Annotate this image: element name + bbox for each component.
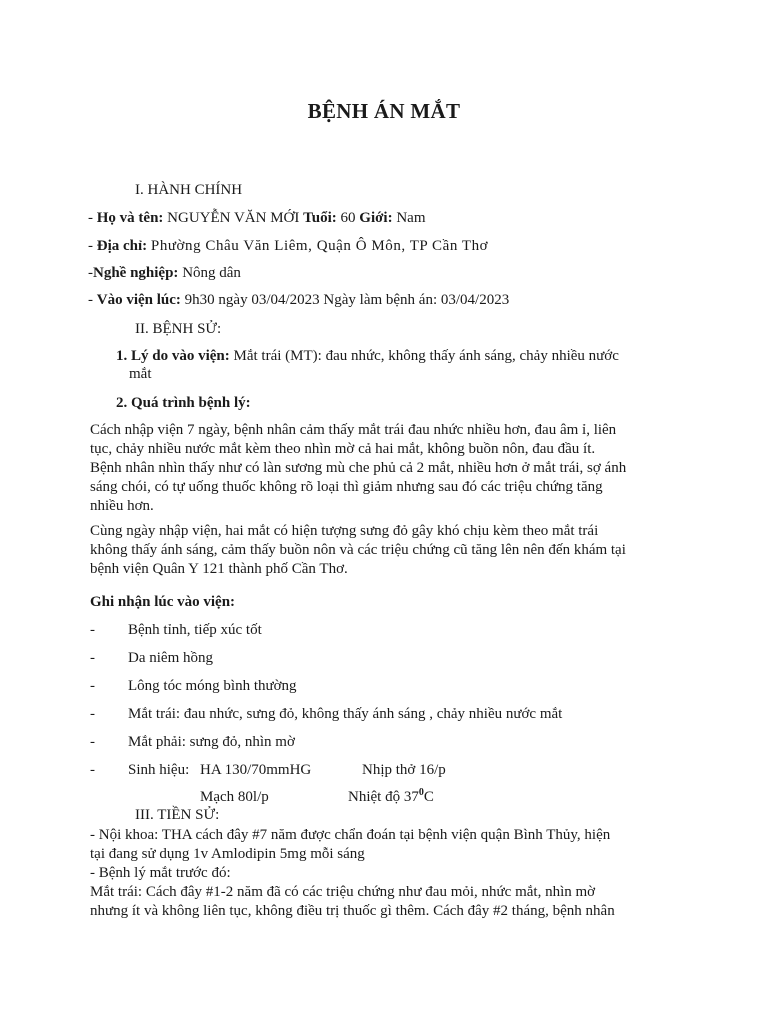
gender-value: Nam xyxy=(396,210,426,226)
text-line: nhưng ít và không liên tục, không điều trị thuốc gì thêm. Cách đây #2 tháng, bệnh nhân xyxy=(90,903,615,919)
patient-name-line xyxy=(88,209,426,228)
reason-label: Lý do vào viện: xyxy=(131,348,230,364)
vitals-temperature xyxy=(348,788,434,807)
age-value: 60 xyxy=(340,210,356,226)
text-line: nhiều hơn. xyxy=(90,498,154,514)
dash: - xyxy=(88,210,97,226)
list-dash: - xyxy=(90,734,95,750)
list-item: Da niêm hồng xyxy=(128,650,213,666)
list-dash: - xyxy=(90,650,95,666)
text-line: bệnh viện Quân Y 121 thành phố Cần Thơ. xyxy=(90,561,348,577)
reason-value: Mắt trái (MT): đau nhức, không thấy ánh sáng, chảy nhiều nước xyxy=(233,348,619,364)
admission-time-line xyxy=(88,291,509,310)
text-line: Bệnh nhân nhìn thấy như có làn sương mù che phủ cả 2 mắt, nhiều hơn ở mắt trái, sợ ánh xyxy=(90,460,627,476)
list-dash: - xyxy=(90,678,95,694)
admission-time-value: 9h30 ngày 03/04/2023 Ngày làm bệnh án: 03/04/2023 xyxy=(184,292,510,308)
admission-time-label: Vào viện lúc: xyxy=(96,292,181,308)
age-label: Tuổi: xyxy=(303,210,337,226)
temperature-superscript: 0 xyxy=(418,787,424,798)
list-item: Lông tóc móng bình thường xyxy=(128,678,297,694)
history-paragraph-1 xyxy=(90,421,626,516)
text-line: không thấy ánh sáng, cảm thấy buồn nôn và các triệu chứng cũ tăng lên nên đến khám tại xyxy=(90,542,626,558)
section-3-heading: III. TIỀN SỬ: xyxy=(135,807,220,823)
vitals-pulse: Mạch 80l/p xyxy=(200,789,269,805)
name-label: Họ và tên: xyxy=(96,210,164,226)
occupation-label: Nghề nghiệp: xyxy=(93,265,179,281)
text-line: tại đang sử dụng 1v Amlodipin 5mg mỗi sáng xyxy=(90,846,365,862)
history-paragraph-2 xyxy=(90,522,626,579)
process-heading: 2. Quá trình bệnh lý: xyxy=(116,395,251,411)
temperature-value: Nhiệt độ 37 xyxy=(348,789,419,805)
admission-notes-heading: Ghi nhận lúc vào viện: xyxy=(90,594,236,610)
list-item: Mắt trái: đau nhức, sưng đỏ, không thấy ánh sáng , chảy nhiều nước mắt xyxy=(128,706,563,722)
occupation-value: Nông dân xyxy=(182,265,241,281)
text-line: - Nội khoa: THA cách đây #7 năm được chẩn đoán tại bệnh viện quận Bình Thủy, hiện xyxy=(90,827,611,843)
dash: - xyxy=(88,238,97,254)
list-item: Bệnh tỉnh, tiếp xúc tốt xyxy=(128,622,262,638)
text-line: Mắt trái: Cách đây #1-2 năm đã có các triệu chứng như đau mỏi, nhức mắt, nhìn mờ xyxy=(90,884,596,900)
eye-history-heading: - Bệnh lý mắt trước đó: xyxy=(90,865,231,881)
text-line: Cách nhập viện 7 ngày, bệnh nhân cảm thấy mắt trái đau nhức nhiều hơn, đau âm ỉ, liên xyxy=(90,422,617,438)
vitals-blood-pressure: HA 130/70mmHG xyxy=(200,762,312,778)
document-title: BỆNH ÁN MẮT xyxy=(307,99,461,123)
temperature-unit: C xyxy=(423,789,434,805)
internal-history xyxy=(90,826,615,921)
reason-line-2: mắt xyxy=(129,366,152,382)
dash: - xyxy=(88,292,97,308)
list-dash: - xyxy=(90,706,95,722)
occupation-line xyxy=(88,264,241,283)
reason-line-1 xyxy=(116,347,619,366)
address-value: Phường Châu Văn Liêm, Quận Ô Môn, TP Cần Thơ xyxy=(150,238,489,254)
address-label: Địa chỉ: xyxy=(96,238,148,254)
section-2-heading: II. BỆNH SỬ: xyxy=(135,321,222,337)
reason-number: 1. xyxy=(116,348,128,364)
text-line: tục, chảy nhiều nước mắt kèm theo nhìn mờ cả hai mắt, không buồn nôn, đau đầu ít. xyxy=(90,441,596,457)
dash: - xyxy=(88,265,93,281)
address-line xyxy=(88,237,488,256)
name-value: NGUYỄN VĂN MỚI xyxy=(167,210,300,226)
section-1-heading: I. HÀNH CHÍNH xyxy=(135,182,243,198)
text-line: sáng chói, có tự uống thuốc không rõ loại thì giảm nhưng sau đó các triệu chứng tăng xyxy=(90,479,603,495)
vitals-label: Sinh hiệu: xyxy=(128,762,190,778)
vitals-respiration: Nhịp thở 16/p xyxy=(362,762,446,778)
list-dash: - xyxy=(90,622,95,638)
list-item: Mắt phải: sưng đỏ, nhìn mờ xyxy=(128,734,295,750)
gender-label: Giới: xyxy=(359,210,393,226)
text-line: Cùng ngày nhập viện, hai mắt có hiện tượng sưng đỏ gây khó chịu kèm theo mắt trái xyxy=(90,523,599,539)
list-dash: - xyxy=(90,762,95,778)
